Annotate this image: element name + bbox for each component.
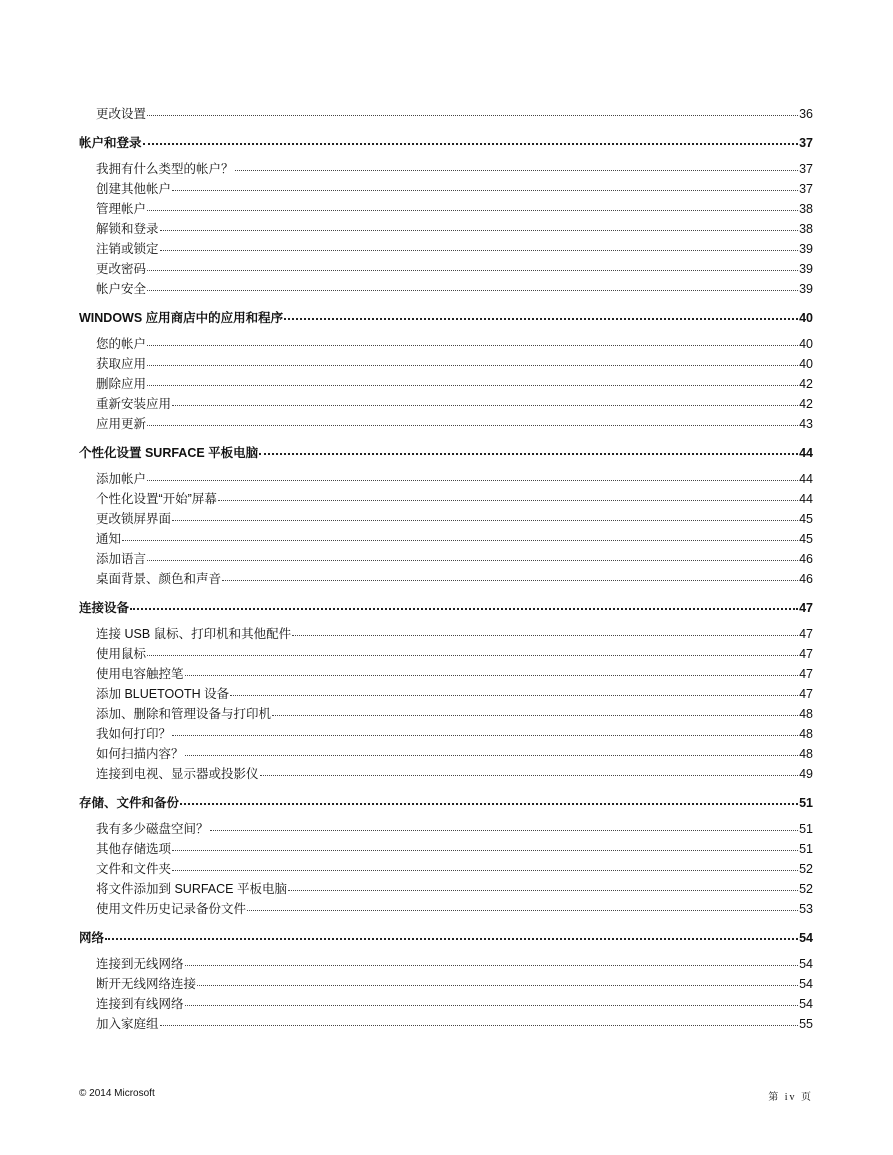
footer-page-number: 第 iv 页 <box>768 1092 813 1103</box>
toc-entry-label: 使用文件历史记录备份文件 <box>96 902 247 916</box>
toc-entry-label: 创建其他帐户 <box>96 182 172 196</box>
dot-leader <box>180 802 798 805</box>
dot-leader <box>222 579 798 581</box>
toc-entry-label: 您的帐户 <box>96 337 147 351</box>
toc-entry[interactable] <box>79 259 813 279</box>
toc-entry-label: 连接到有线网络 <box>96 997 184 1011</box>
toc-entry-label: 添加 BLUETOOTH 设备 <box>96 687 230 701</box>
dot-leader <box>235 169 799 171</box>
dot-leader <box>172 404 798 406</box>
toc-entry-label: 我有多少磁盘空间？ <box>96 822 209 836</box>
toc-entry[interactable] <box>79 239 813 259</box>
dot-leader <box>197 984 798 986</box>
toc-entry-label: 帐户安全 <box>96 282 147 296</box>
toc-entry[interactable] <box>79 394 813 414</box>
dot-leader <box>172 869 798 871</box>
dot-leader <box>185 964 799 966</box>
toc-entry[interactable] <box>79 469 813 489</box>
dot-leader <box>130 607 798 610</box>
dot-leader <box>160 229 799 231</box>
toc-entry-page: 54 <box>799 931 813 945</box>
toc-entry-label: 个性化设置“开始”屏幕 <box>96 492 217 506</box>
toc-entry-label: 连接到电视、显示器或投影仪 <box>96 767 259 781</box>
toc-entry-label: 解锁和登录 <box>96 222 159 236</box>
toc-entry-label: 删除应用 <box>96 377 147 391</box>
toc-entry[interactable] <box>79 159 813 179</box>
dot-leader <box>147 289 798 291</box>
toc-entry-page: 37 <box>799 136 813 150</box>
toc-entry-label: 应用更新 <box>96 417 147 431</box>
toc-entry-label: 断开无线网络连接 <box>96 977 197 991</box>
toc-entry-page: 38 <box>799 222 813 236</box>
toc-entry-page: 39 <box>799 262 813 276</box>
toc-entry[interactable] <box>79 994 813 1014</box>
toc-entry[interactable] <box>79 374 813 394</box>
toc-entry-label: 重新安装应用 <box>96 397 172 411</box>
toc-entry[interactable] <box>79 624 813 644</box>
toc-entry[interactable] <box>79 839 813 859</box>
dot-leader <box>272 714 798 716</box>
toc-entry[interactable] <box>79 764 813 784</box>
toc-entry-label: 我拥有什么类型的帐户？ <box>96 162 234 176</box>
toc-entry-label: 通知 <box>96 532 122 546</box>
toc-entry[interactable] <box>79 744 813 764</box>
dot-leader <box>147 479 798 481</box>
dot-leader <box>143 142 799 145</box>
dot-leader <box>147 424 798 426</box>
dot-leader <box>147 654 798 656</box>
toc-entry-page: 40 <box>799 357 813 371</box>
dot-leader <box>105 937 798 940</box>
toc-entry-page: 54 <box>799 997 813 1011</box>
dot-leader <box>160 1024 799 1026</box>
toc-entry[interactable] <box>79 684 813 704</box>
toc-entry[interactable] <box>79 414 813 434</box>
toc-entry-label: 更改锁屏界面 <box>96 512 172 526</box>
toc-entry-page: 46 <box>799 552 813 566</box>
dot-leader <box>172 519 798 521</box>
dot-leader <box>247 909 798 911</box>
toc-entry-label: 连接设备 <box>79 601 130 615</box>
toc-entry-label: 桌面背景、颜色和声音 <box>96 572 222 586</box>
toc-entry-page: 42 <box>799 397 813 411</box>
toc-entry-page: 38 <box>799 202 813 216</box>
toc-entry-label: 我如何打印？ <box>96 727 172 741</box>
toc-entry[interactable] <box>79 664 813 684</box>
toc-entry-page: 39 <box>799 282 813 296</box>
toc-entry-page: 47 <box>799 667 813 681</box>
toc-section-entry[interactable] <box>79 133 813 153</box>
toc-entry[interactable] <box>79 334 813 354</box>
toc-entry-label: 加入家庭组 <box>96 1017 159 1031</box>
toc-entry-page: 37 <box>799 182 813 196</box>
dot-leader <box>147 364 798 366</box>
toc-entry-page: 46 <box>799 572 813 586</box>
toc-section-entry[interactable] <box>79 598 813 618</box>
toc-entry[interactable] <box>79 819 813 839</box>
toc-entry-page: 52 <box>799 882 813 896</box>
toc-entry-label: 使用鼠标 <box>96 647 147 661</box>
toc-entry-label: 如何扫描内容？ <box>96 747 184 761</box>
toc-entry-label: 连接 USB 鼠标、打印机和其他配件 <box>96 627 292 641</box>
toc-entry-page: 55 <box>799 1017 813 1031</box>
toc-entry-label: 其他存储选项 <box>96 842 172 856</box>
toc-entry-label: 注销或锁定 <box>96 242 159 256</box>
toc-entry[interactable] <box>79 974 813 994</box>
toc-entry-label: 添加帐户 <box>96 472 147 486</box>
dot-leader <box>260 774 799 776</box>
dot-leader <box>218 499 798 501</box>
toc-entry-label: 个性化设置 SURFACE 平板电脑 <box>79 446 259 460</box>
dot-leader <box>147 209 798 211</box>
dot-leader <box>160 249 799 251</box>
dot-leader <box>147 384 798 386</box>
dot-leader <box>147 559 798 561</box>
toc-entry-page: 45 <box>799 512 813 526</box>
toc-entry-page: 48 <box>799 727 813 741</box>
toc-entry-page: 47 <box>799 647 813 661</box>
dot-leader <box>210 829 799 831</box>
toc-entry-label: 添加语言 <box>96 552 147 566</box>
toc-entry-label: 帐户和登录 <box>79 136 142 150</box>
toc-entry-page: 36 <box>799 107 813 121</box>
toc-entry-label: 更改设置 <box>96 107 147 121</box>
dot-leader <box>172 849 798 851</box>
toc-entry[interactable] <box>79 549 813 569</box>
toc-entry[interactable] <box>79 859 813 879</box>
toc-entry-label: 更改密码 <box>96 262 147 276</box>
toc-entry[interactable] <box>79 104 813 124</box>
toc-entry-page: 52 <box>799 862 813 876</box>
dot-leader <box>147 344 798 346</box>
toc-section-entry[interactable] <box>79 443 813 463</box>
toc-entry-page: 51 <box>799 796 813 810</box>
toc-entry-page: 54 <box>799 957 813 971</box>
dot-leader <box>172 734 798 736</box>
toc-entry[interactable] <box>79 529 813 549</box>
toc-entry[interactable] <box>79 1014 813 1034</box>
toc-entry-page: 40 <box>799 337 813 351</box>
toc-entry[interactable] <box>79 954 813 974</box>
dot-leader <box>147 269 798 271</box>
toc-entry-page: 40 <box>799 311 813 325</box>
toc-entry-page: 51 <box>799 842 813 856</box>
toc-entry-page: 48 <box>799 707 813 721</box>
toc-entry[interactable] <box>79 199 813 219</box>
toc-entry-page: 45 <box>799 532 813 546</box>
toc-section-entry[interactable] <box>79 928 813 948</box>
toc-entry-label: WINDOWS 应用商店中的应用和程序 <box>79 311 284 325</box>
toc-entry[interactable] <box>79 509 813 529</box>
toc-entry-page: 47 <box>799 601 813 615</box>
toc-entry-label: 管理帐户 <box>96 202 147 216</box>
toc-section-entry[interactable] <box>79 793 813 813</box>
toc-entry[interactable] <box>79 899 813 919</box>
toc-entry-page: 47 <box>799 687 813 701</box>
toc-entry-label: 将文件添加到 SURFACE 平板电脑 <box>96 882 287 896</box>
toc-entry-page: 42 <box>799 377 813 391</box>
toc-entry-page: 53 <box>799 902 813 916</box>
toc-entry[interactable] <box>79 279 813 299</box>
toc-entry-label: 使用电容触控笔 <box>96 667 184 681</box>
toc-entry[interactable] <box>79 644 813 664</box>
toc-entry-page: 47 <box>799 627 813 641</box>
toc-entry-page: 49 <box>799 767 813 781</box>
footer-copyright: © 2014 Microsoft <box>79 1088 155 1099</box>
dot-leader <box>185 754 799 756</box>
toc-entry[interactable] <box>79 489 813 509</box>
dot-leader <box>185 1004 799 1006</box>
toc-entry-page: 44 <box>799 472 813 486</box>
dot-leader <box>259 452 798 455</box>
toc-entry[interactable] <box>79 704 813 724</box>
toc-entry[interactable] <box>79 219 813 239</box>
toc-entry-page: 44 <box>799 446 813 460</box>
toc-entry[interactable] <box>79 179 813 199</box>
toc-entry-page: 51 <box>799 822 813 836</box>
toc-entry-page: 37 <box>799 162 813 176</box>
toc-entry[interactable] <box>79 724 813 744</box>
toc-entry-label: 文件和文件夹 <box>96 862 172 876</box>
dot-leader <box>122 539 798 541</box>
toc-entry-page: 44 <box>799 492 813 506</box>
toc-entry[interactable] <box>79 354 813 374</box>
toc-entry-page: 39 <box>799 242 813 256</box>
toc-entry-page: 54 <box>799 977 813 991</box>
toc-entry[interactable] <box>79 569 813 589</box>
table-of-contents <box>79 104 813 1034</box>
toc-entry-label: 连接到无线网络 <box>96 957 184 971</box>
toc-entry-label: 添加、删除和管理设备与打印机 <box>96 707 272 721</box>
dot-leader <box>147 114 798 116</box>
dot-leader <box>292 634 798 636</box>
dot-leader <box>284 317 798 320</box>
toc-entry-page: 43 <box>799 417 813 431</box>
toc-section-entry[interactable] <box>79 308 813 328</box>
dot-leader <box>172 189 798 191</box>
toc-entry-label: 存储、文件和备份 <box>79 796 180 810</box>
toc-entry-page: 48 <box>799 747 813 761</box>
dot-leader <box>288 889 798 891</box>
toc-entry-label: 获取应用 <box>96 357 147 371</box>
dot-leader <box>230 694 798 696</box>
dot-leader <box>185 674 799 676</box>
toc-entry-label: 网络 <box>79 931 105 945</box>
toc-entry[interactable] <box>79 879 813 899</box>
